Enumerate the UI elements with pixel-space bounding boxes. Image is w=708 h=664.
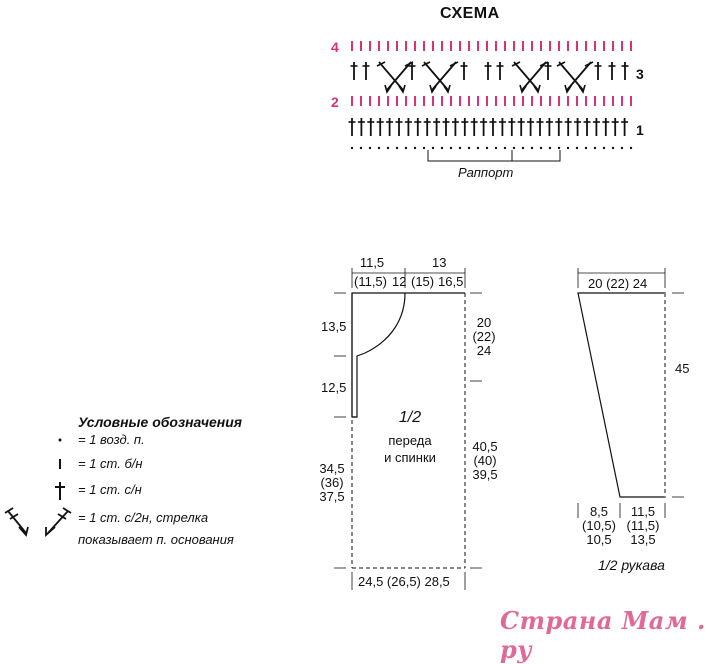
body-top-left-width: 11,5	[359, 255, 385, 270]
legend-item-treble-note: показывает п. основания	[78, 532, 234, 547]
body-top-right-width-large: 16,5	[438, 274, 464, 289]
body-right-bottom-length: 40,5 (40) 39,5	[472, 439, 498, 482]
body-neck-depth: 13,5	[321, 319, 347, 334]
legend-item-chain: = 1 возд. п.	[78, 432, 145, 447]
scheme-title: СХЕМА	[440, 5, 500, 22]
body-side-length: 34,5 (36) 37,5	[319, 461, 345, 504]
legend-item-double-crochet: = 1 ст. с/н	[78, 482, 142, 497]
legend-item-single-crochet: = 1 ст. б/н	[78, 456, 143, 471]
chain-stitch-icon	[59, 439, 62, 442]
double-crochet-icon	[55, 482, 65, 500]
rapport-label: Раппорт	[458, 165, 514, 180]
body-top-right-width: 13	[432, 255, 447, 270]
sleeve-length: 45	[675, 361, 690, 376]
body-top-right-width-alt: (15)	[411, 274, 435, 289]
row-label-2: 2	[331, 94, 339, 110]
body-caption: 1/2 переда и спинки	[384, 409, 436, 465]
sleeve-bottom-right: 11,5 (11,5) 13,5	[626, 504, 660, 547]
watermark-logo: Страна Мам . ру	[500, 606, 706, 664]
body-armhole-depth: 12,5	[321, 380, 347, 395]
legend-item-treble-crochet: = 1 ст. с/2н, стрелка	[78, 510, 209, 525]
body-neck-width: 12	[392, 274, 407, 289]
body-top-left-width-alt: (11,5)	[354, 274, 387, 289]
body-bottom-width: 24,5 (26,5) 28,5	[358, 574, 450, 589]
sleeve-caption: 1/2 рукава	[598, 557, 665, 573]
row-number-1: 1	[636, 122, 644, 138]
body-right-top-length: 20 (22) 24	[472, 315, 496, 358]
sleeve-top-width: 20 (22) 24	[588, 276, 648, 291]
treble-crochet-arrow-icon	[5, 508, 71, 535]
legend-title: Условные обозначения	[78, 414, 243, 430]
sleeve-bottom-left: 8,5 (10,5) 10,5	[582, 504, 616, 547]
row-number-3: 3	[636, 66, 644, 82]
row-label-4: 4	[331, 39, 339, 55]
